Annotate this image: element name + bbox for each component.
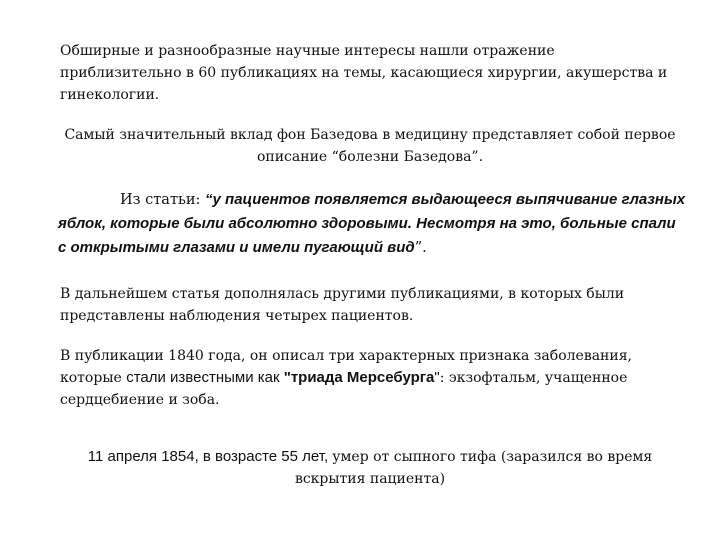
death-cause: умер от сыпного тифа (заразился во время вскрытия пациента) [294, 449, 653, 487]
paragraph-death [55, 446, 685, 490]
triad-symptoms: : экзофтальм, учащенное сердцебиение и зоба. [60, 370, 628, 408]
paragraph-follow-up-text: В дальнейшем статья дополнялась другими публикациями, в которых были представлены наблюдения четырех пациентов. [60, 286, 625, 324]
paragraph-main-contribution-text: Самый значительный вклад фон Базедова в медицину представляет собой первое описание “болезни Базедова”. [64, 127, 676, 165]
triad-text-b: стали известными как [126, 369, 284, 386]
paragraph-follow-up [60, 283, 680, 327]
triad-quote-close: " [434, 369, 440, 386]
paragraph-triad [60, 345, 680, 411]
paragraph-publications-text: Обширные и разнообразные научные интересы нашли отражение приблизительно в 60 публикациях на темы, касающиеся хирургии, акушерства и гинекологии. [60, 43, 668, 103]
triad-name: "триада Мерсебурга [283, 369, 435, 386]
quote-intro: Из статьи: [120, 192, 206, 208]
death-date: 11 апреля 1854, в возрасте 55 лет, [87, 448, 333, 465]
triad-text-a: В публикации 1840 года, он описал три характерных признака заболевания, которые [60, 348, 632, 386]
quote-text: “у пациентов появляется выдающееся выпячивание глазных яблок, которые были абсолютно здоровыми. Несмотря на это, больные спали с открытыми глазами и имели пугающий вид [58, 191, 686, 256]
quote-end: ”. [414, 240, 427, 256]
paragraph-main-contribution [55, 124, 685, 168]
paragraph-quote [58, 188, 688, 260]
paragraph-publications [60, 40, 680, 106]
